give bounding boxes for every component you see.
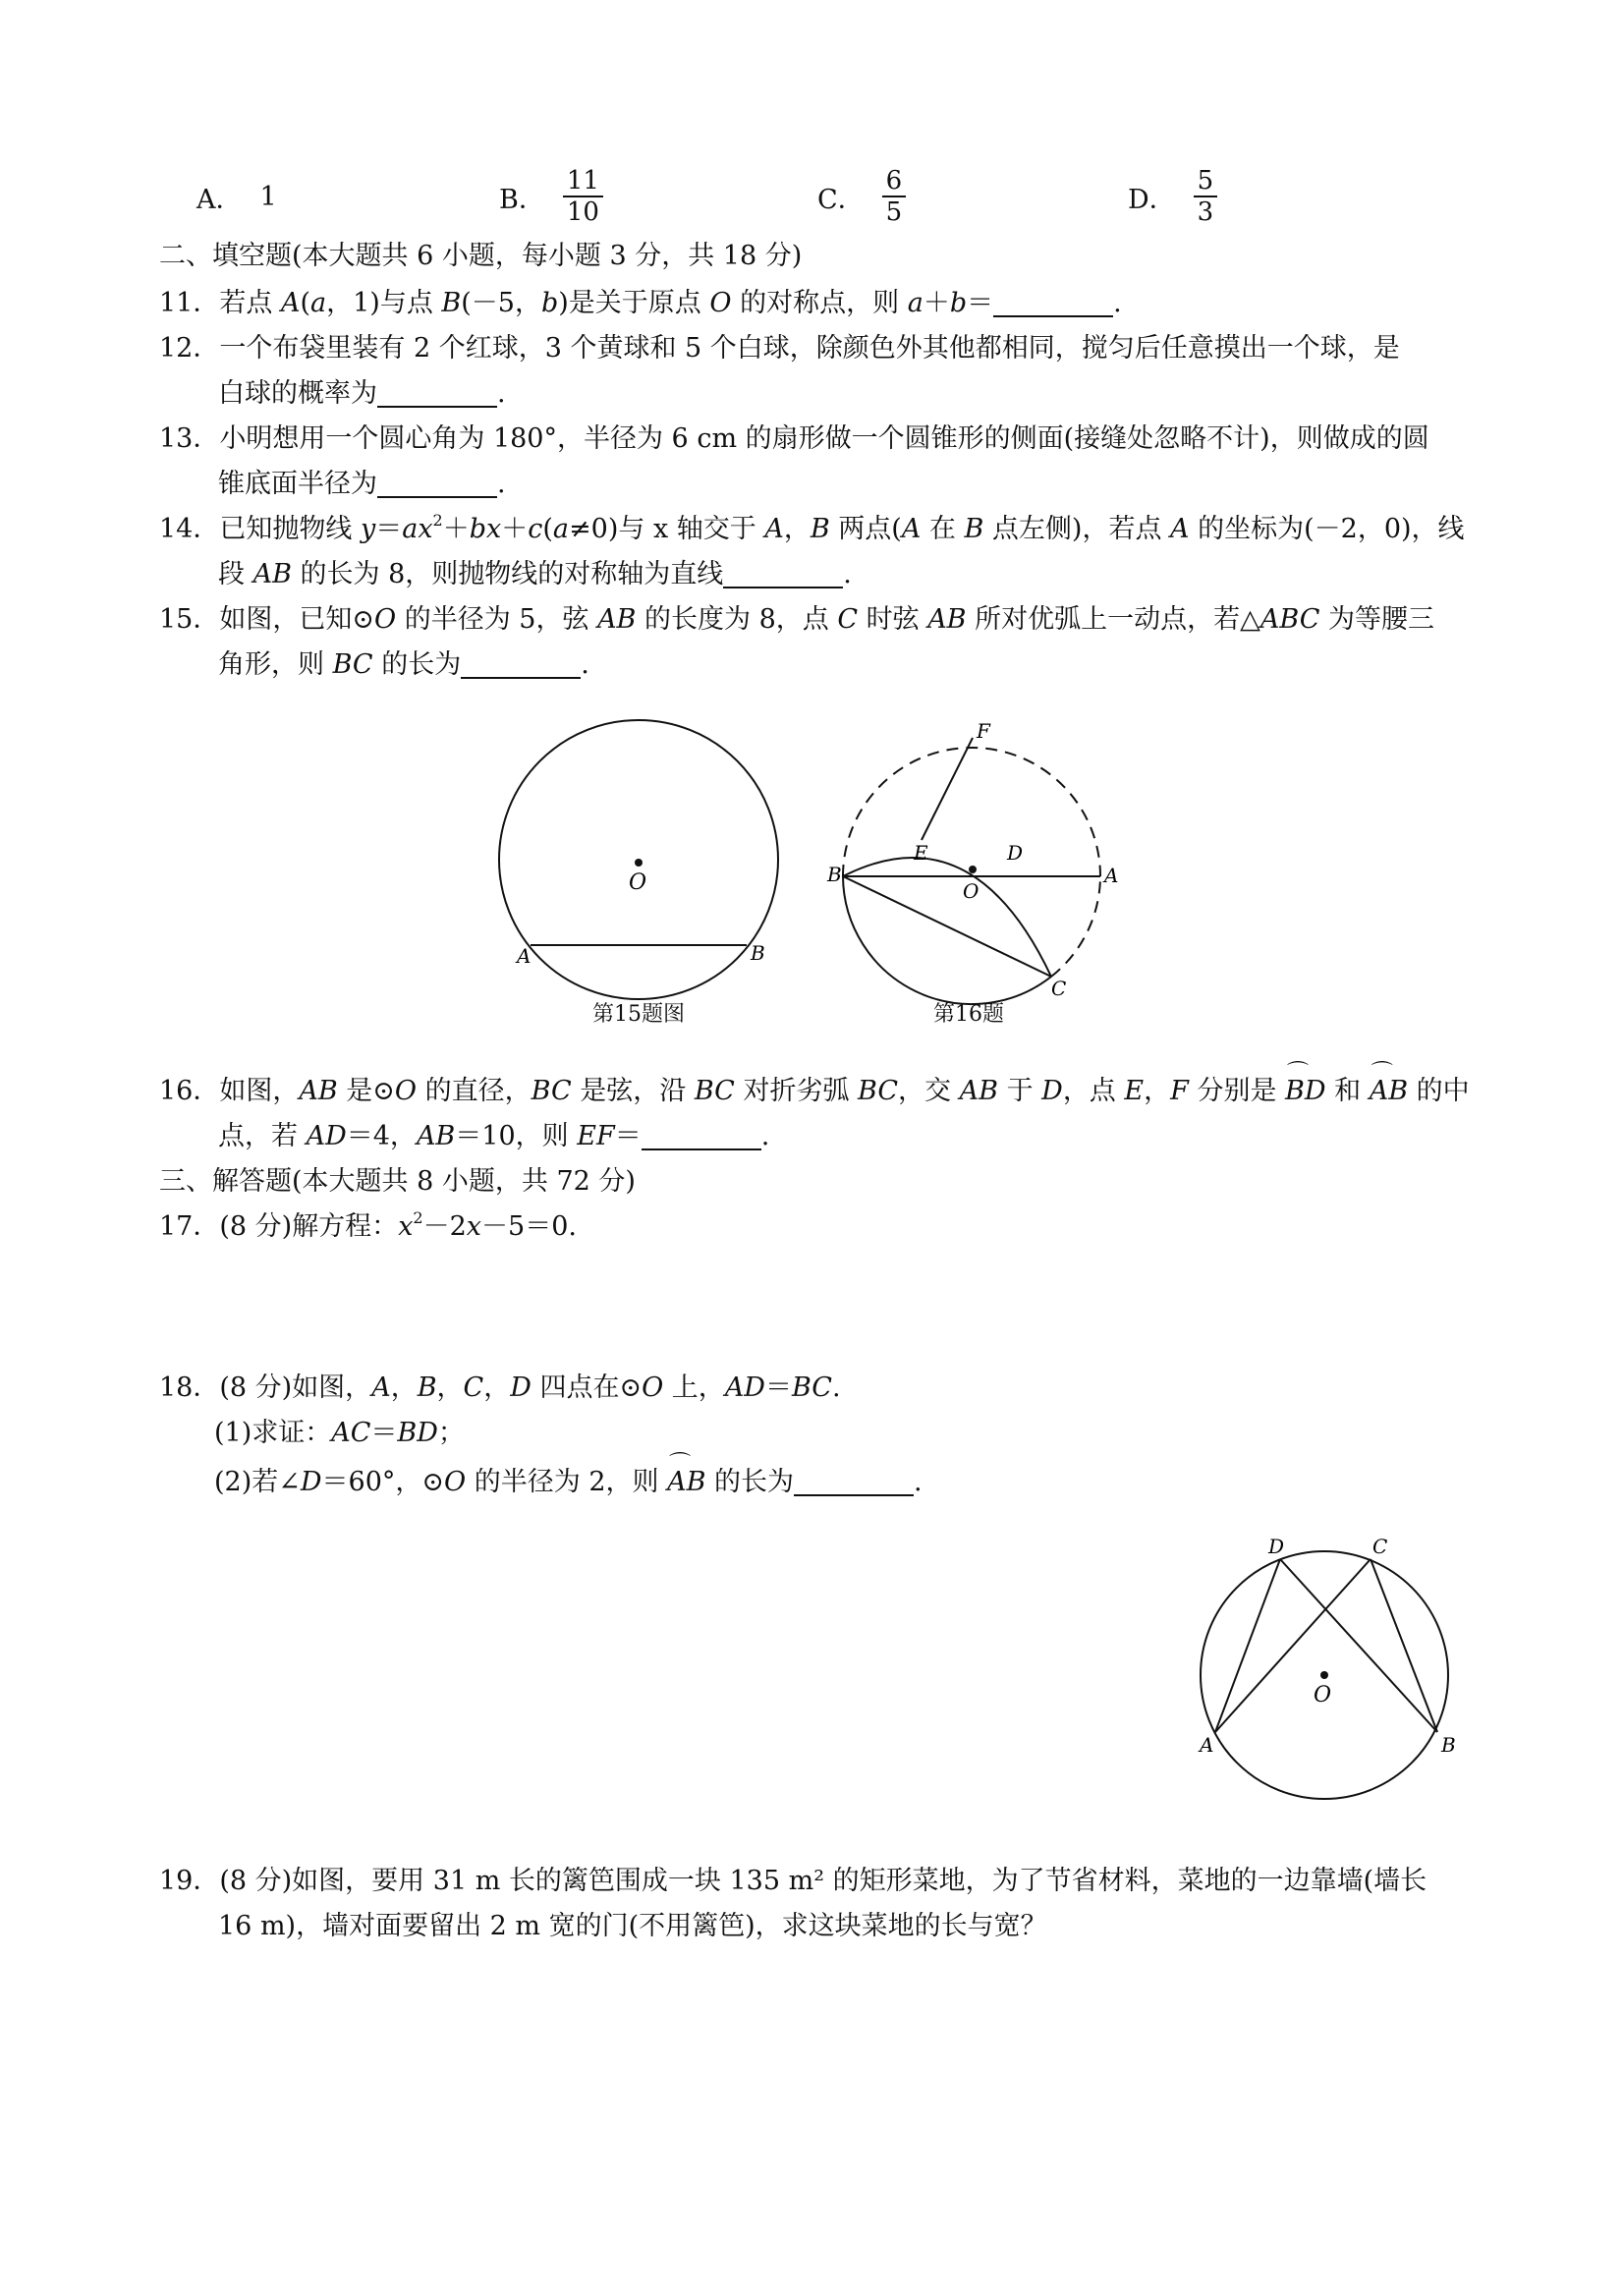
option-b [499, 157, 603, 236]
chord-cb [1371, 1559, 1437, 1732]
answer-blank [993, 288, 1113, 317]
option-a [196, 157, 277, 236]
circle-16-lower [843, 876, 1051, 1004]
question-13-cont: 锥底面半径为 . [218, 469, 506, 499]
option-letter: D． [1128, 184, 1176, 215]
question-14-cont: 段 AB 的长为 8，则抛物线的对称轴为直线 . [218, 559, 852, 589]
question-16-cont: 点，若 AD＝4，AB＝10，则 EF＝ . [218, 1121, 770, 1151]
section-3-heading: 三、解答题(本大题共 8 小题，共 72 分) [159, 1166, 636, 1197]
center-dot [969, 866, 977, 873]
figure-18 [1184, 1528, 1479, 1813]
question-19-cont: 16 m)，墙对面要留出 2 m 宽的门(不用篱笆)，求这块菜地的长与宽？ [218, 1911, 1047, 1941]
figure-16-caption: 第16题 [933, 1002, 1004, 1027]
answer-blank [377, 469, 497, 498]
label-a: A [1200, 1733, 1214, 1757]
dashed-arc [843, 748, 1100, 876]
option-letter: C． [817, 184, 865, 215]
label-c: C [1051, 977, 1067, 1000]
label-b: B [1441, 1733, 1456, 1757]
question-15: 15．如图，已知⊙O 的半径为 5，弦 AB 的长度为 8，点 C 时弦 AB 所对优弧上一动点，若△ABC 为等腰三 [159, 604, 1434, 635]
question-18: 18．(8 分)如图，A，B，C，D 四点在⊙O 上，AD＝BC. [159, 1372, 841, 1403]
question-18-part1: (1)求证：AC＝BD； [214, 1418, 465, 1448]
option-letter: A． [196, 184, 243, 215]
figure-15 [499, 720, 778, 999]
answer-blank [794, 1467, 914, 1496]
question-18-part2: (2)若∠D＝60°，⊙O 的半径为 2，则 ⌒ AB 的长为 . [214, 1464, 923, 1501]
chord-db [1280, 1559, 1437, 1732]
question-16: 16．如图，AB 是⊙O 的直径，BC 是弦，沿 BC 对折劣弧 BC，交 AB 于 D，点 E，F 分别是 ⌒ BD 和 ⌒ AB 的中 [159, 1073, 1470, 1110]
question-12: 12．一个布袋里装有 2 个红球，3 个黄球和 5 个白球，除颜色外其他都相同，搅匀后任意摸出一个球，是 [159, 333, 1400, 364]
label-o: O [963, 879, 979, 903]
question-11: 11．若点 A(a，1)与点 B(－5，b)是关于原点 O 的对称点，则 a＋b＝ . [159, 288, 1122, 318]
question-14: 14．已知抛物线 $y=ax^2+bx+c(a\ne 0)$与 x 轴交于 A，B 两点(A 在 B 点左侧)，若点 A 的坐标为(－2，0)，线 [159, 511, 1465, 544]
label-a: A [517, 944, 532, 968]
center-dot [635, 859, 643, 867]
label-o: O [629, 870, 647, 895]
dashed-arc-right [1051, 876, 1100, 977]
answer-blank [642, 1121, 761, 1150]
segment-ef [922, 738, 973, 840]
figure-15-caption: 第15题图 [592, 1002, 685, 1027]
question-13: 13．小明想用一个圆心角为 180°，半径为 6 cm 的扇形做一个圆锥形的侧面(接缝处忽略不计)，则做成的圆 [159, 423, 1429, 454]
answer-blank [723, 559, 843, 588]
question-17: 17．(8 分)解方程：$x^2-2x-5=0$. [159, 1208, 577, 1242]
label-f: F [977, 719, 990, 743]
label-d: D [1007, 841, 1024, 865]
option-value: 1 [259, 181, 277, 212]
chord-bc [843, 876, 1051, 977]
option-c [817, 157, 906, 236]
fraction: $\frac{5}{3}$ [1194, 166, 1218, 227]
option-letter: B． [499, 184, 545, 215]
fraction: $\frac{6}{5}$ [882, 166, 907, 227]
center-dot [1320, 1671, 1328, 1679]
question-15-cont: 角形，则 BC 的长为 . [218, 649, 589, 680]
label-e: E [914, 841, 928, 865]
label-c: C [1372, 1535, 1388, 1558]
option-d [1128, 157, 1217, 236]
label-b: B [751, 941, 765, 965]
question-12-cont: 白球的概率为 . [218, 378, 506, 409]
label-o: O [1314, 1683, 1332, 1708]
answer-blank [377, 378, 497, 408]
chord-da [1215, 1559, 1280, 1732]
question-19: 19．(8 分)如图，要用 31 m 长的篱笆围成一块 135 m² 的矩形菜地，为了节省材料，菜地的一边靠墙(墙长 [159, 1866, 1427, 1896]
label-b: B [827, 863, 842, 886]
label-a: A [1104, 864, 1119, 887]
label-d: D [1268, 1535, 1285, 1558]
figure-16 [826, 719, 1118, 1004]
section-2-heading: 二、填空题(本大题共 6 小题，每小题 3 分，共 18 分) [159, 241, 803, 271]
figure-15-16 [481, 702, 1149, 1036]
answer-blank [461, 649, 581, 679]
fraction: $\frac{11}{10}$ [563, 166, 603, 227]
